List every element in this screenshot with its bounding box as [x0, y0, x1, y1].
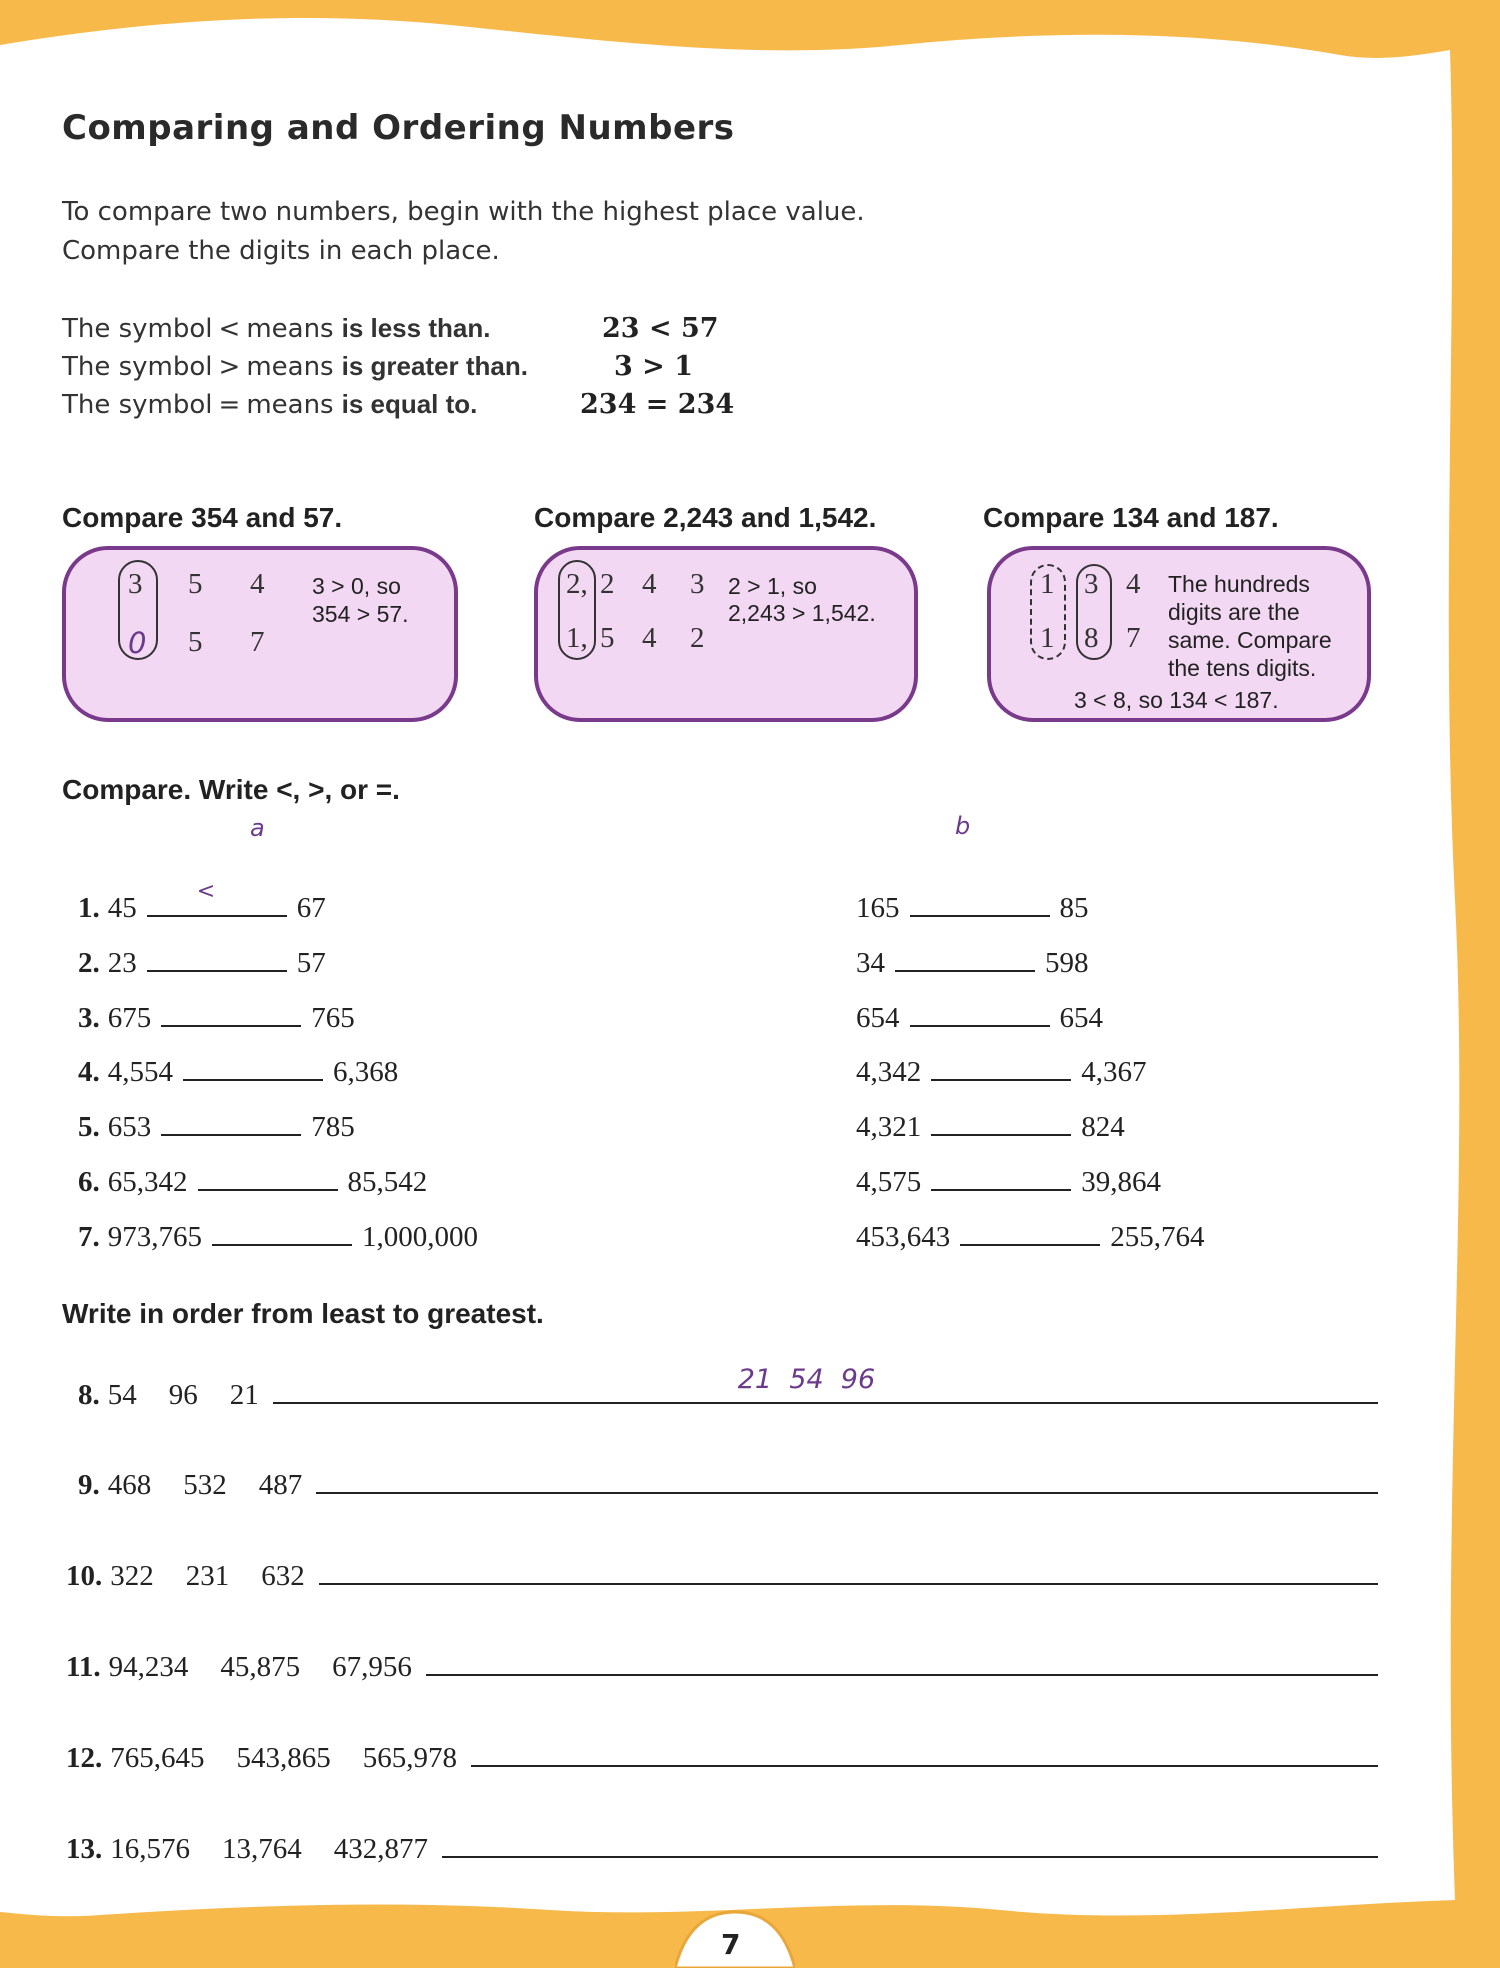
- answer-blank[interactable]: [212, 1218, 352, 1246]
- symbol-meaning: is greater than.: [341, 351, 528, 381]
- problem-number: 2.: [78, 947, 100, 979]
- order-number: 632: [261, 1560, 305, 1592]
- right-number: 67: [296, 892, 326, 924]
- answer-blank[interactable]: [931, 1053, 1071, 1081]
- order-number: 468: [107, 1469, 152, 1501]
- compare-row-a: [78, 944, 326, 980]
- example-heading: Compare 354 and 57.: [62, 502, 343, 533]
- compare-row-a: [78, 879, 326, 925]
- order-number: 432,877: [333, 1833, 428, 1865]
- symbol-example: 23 < 57: [602, 313, 719, 344]
- left-number: 65,342: [107, 1166, 188, 1198]
- problem-number: 11.: [66, 1651, 101, 1683]
- order-number: 21: [229, 1379, 259, 1411]
- left-number: 165: [856, 892, 900, 924]
- right-number: 39,864: [1081, 1166, 1161, 1198]
- digit: 2: [690, 622, 705, 654]
- answer-line[interactable]: [442, 1826, 1378, 1858]
- example-note-line: 354 > 57.: [312, 601, 409, 627]
- right-number: 654: [1059, 1002, 1103, 1034]
- compare-heading: Compare. Write <, >, or =.: [62, 774, 400, 805]
- right-number: 1,000,000: [362, 1221, 478, 1253]
- answer-blank-wrapper: [173, 1053, 333, 1089]
- digit: 3: [690, 568, 705, 600]
- left-number: 654: [856, 1002, 900, 1034]
- digit: 5: [188, 626, 203, 658]
- example-heading: Compare 134 and 187.: [983, 502, 1279, 533]
- answer-line[interactable]: [426, 1644, 1378, 1676]
- order-number: 322: [110, 1560, 154, 1592]
- digit: 1,: [566, 622, 588, 654]
- answer-blank-wrapper: [151, 999, 311, 1035]
- answer-blank[interactable]: [931, 1108, 1071, 1136]
- digit: 0: [128, 626, 147, 660]
- digit: 4: [642, 622, 657, 654]
- problem-number: 13.: [66, 1833, 103, 1865]
- symbol-means: means: [246, 314, 334, 344]
- digit: 4: [250, 568, 265, 600]
- order-number: 67,956: [332, 1651, 412, 1683]
- answer-blank[interactable]: [895, 944, 1035, 972]
- order-number: 532: [183, 1469, 227, 1501]
- right-number: 85,542: [347, 1166, 428, 1198]
- answer-blank[interactable]: [147, 944, 287, 972]
- example-heading: Compare 2,243 and 1,542.: [534, 502, 877, 533]
- left-number: 973,765: [107, 1221, 202, 1253]
- left-number: 4,575: [856, 1166, 922, 1198]
- digit: 1: [1040, 568, 1055, 600]
- example-note-line: digits are the: [1168, 599, 1300, 625]
- digit: 2,: [566, 568, 588, 600]
- problem-number: 7.: [78, 1221, 100, 1253]
- problem-number: 1.: [78, 892, 100, 924]
- order-number: 45,875: [220, 1651, 301, 1683]
- order-number: 94,234: [108, 1651, 189, 1683]
- symbol-prefix: The symbol: [62, 352, 213, 382]
- example-note-line: same. Compare: [1168, 627, 1332, 653]
- order-row: [66, 1644, 1378, 1684]
- problem-number: 8.: [78, 1379, 100, 1411]
- symbol-glyph: =: [218, 390, 241, 420]
- left-number: 34: [856, 947, 885, 979]
- answer-line[interactable]: [319, 1553, 1378, 1585]
- digit: 2: [600, 568, 615, 600]
- problem-number: 3.: [78, 1002, 100, 1034]
- answer-blank[interactable]: [147, 889, 287, 917]
- right-number: 255,764: [1110, 1221, 1205, 1253]
- problem-number: 6.: [78, 1166, 100, 1198]
- right-number: 85: [1059, 892, 1089, 924]
- left-number: 675: [107, 1002, 152, 1034]
- answer-blank[interactable]: [161, 1108, 301, 1136]
- left-number: 4,321: [856, 1111, 922, 1143]
- order-row: [78, 1462, 1378, 1502]
- compare-row-b: [856, 999, 1103, 1035]
- order-row: [66, 1826, 1378, 1866]
- order-row: [66, 1553, 1378, 1593]
- left-number: 23: [107, 947, 137, 979]
- compare-row-b: [856, 1218, 1205, 1254]
- left-number: 4,342: [856, 1056, 922, 1088]
- left-number: 453,643: [856, 1221, 951, 1253]
- example-note-line: The hundreds: [1168, 571, 1310, 597]
- compare-row-b: [856, 889, 1089, 925]
- symbol-meaning: is less than.: [341, 313, 491, 343]
- answer-blank[interactable]: [198, 1163, 338, 1191]
- answer-blank-wrapper: [151, 1108, 311, 1144]
- problem-number: 9.: [78, 1469, 100, 1501]
- example-conclusion: 3 < 8, so 134 < 187.: [1074, 687, 1279, 713]
- right-number: 765: [311, 1002, 355, 1034]
- compare-row-b: [856, 944, 1089, 980]
- answer-blank[interactable]: [183, 1053, 323, 1081]
- order-number: 54: [107, 1379, 137, 1411]
- order-number: 16,576: [110, 1833, 190, 1865]
- answer-blank[interactable]: [161, 999, 301, 1027]
- order-row: [78, 1364, 1378, 1412]
- right-number: 57: [296, 947, 326, 979]
- compare-row-a: [78, 1163, 427, 1199]
- order-row: [66, 1735, 1378, 1775]
- digit: 3: [128, 568, 143, 600]
- digit: 7: [1126, 622, 1141, 654]
- symbol-row: [62, 389, 477, 420]
- symbol-prefix: The symbol: [62, 390, 213, 420]
- compare-row-b: [856, 1163, 1161, 1199]
- symbol-means: means: [246, 390, 334, 420]
- compare-row-a: [78, 999, 355, 1035]
- symbol-prefix: The symbol: [62, 314, 213, 344]
- example-note-line: 2,243 > 1,542.: [728, 600, 876, 626]
- order-number: 13,764: [222, 1833, 302, 1865]
- left-number: 4,554: [107, 1056, 173, 1088]
- problem-number: 10.: [66, 1560, 103, 1592]
- answer-blank[interactable]: [960, 1218, 1100, 1246]
- right-number: 785: [311, 1111, 355, 1143]
- page-number: 7: [721, 1928, 741, 1961]
- digit: 4: [642, 568, 657, 600]
- example-note-line: 2 > 1, so: [728, 573, 817, 599]
- answer-blank[interactable]: [931, 1163, 1071, 1191]
- answer-line[interactable]: [273, 1364, 1378, 1404]
- symbol-means: means: [246, 352, 334, 382]
- right-number: 4,367: [1081, 1056, 1147, 1088]
- order-number: 565,978: [362, 1742, 457, 1774]
- symbol-row: [62, 351, 528, 382]
- column-a-label: a: [250, 814, 265, 842]
- order-number: 543,865: [236, 1742, 331, 1774]
- column-b-label: b: [955, 812, 971, 840]
- digit: 5: [600, 622, 615, 654]
- intro-line-1: To compare two numbers, begin with the highest place value.: [62, 197, 865, 227]
- order-number: 487: [258, 1469, 303, 1501]
- digit: 3: [1084, 568, 1099, 600]
- compare-row-a: [78, 1218, 478, 1254]
- answer-blank[interactable]: [910, 889, 1050, 917]
- example-note-line: the tens digits.: [1168, 655, 1317, 681]
- symbol-meaning: is equal to.: [341, 389, 478, 419]
- order-number: 765,645: [110, 1742, 205, 1774]
- symbol-example: 234 = 234: [580, 389, 735, 420]
- compare-row-a: [78, 1108, 355, 1144]
- answer-blank-wrapper: [188, 1163, 348, 1199]
- page-title: Comparing and Ordering Numbers: [62, 108, 735, 148]
- symbol-example: 3 > 1: [614, 351, 693, 382]
- digit: 8: [1084, 622, 1099, 654]
- left-number: 653: [107, 1111, 152, 1143]
- answer-blank[interactable]: [910, 999, 1050, 1027]
- problem-number: 5.: [78, 1111, 100, 1143]
- digit: 5: [188, 568, 203, 600]
- handwritten-answer: 21 54 96: [737, 1364, 876, 1395]
- right-number: 824: [1081, 1111, 1125, 1143]
- problem-number: 12.: [66, 1742, 103, 1774]
- example-note-line: 3 > 0, so: [312, 573, 401, 599]
- problem-number: 4.: [78, 1056, 100, 1088]
- right-number: 598: [1045, 947, 1089, 979]
- left-number: 45: [107, 892, 137, 924]
- symbol-glyph: <: [218, 314, 241, 344]
- answer-blank-wrapper: [202, 1218, 362, 1254]
- order-number: 96: [168, 1379, 198, 1411]
- order-number: 231: [185, 1560, 230, 1592]
- answer-blank-wrapper: [137, 944, 297, 980]
- answer-line[interactable]: [471, 1735, 1378, 1767]
- compare-row-b: [856, 1053, 1147, 1089]
- digit: 7: [250, 626, 265, 658]
- answer-blank-wrapper: [137, 879, 297, 925]
- symbol-glyph: >: [218, 352, 241, 382]
- intro-line-2: Compare the digits in each place.: [62, 236, 500, 266]
- compare-row-b: [856, 1108, 1125, 1144]
- compare-row-a: [78, 1053, 398, 1089]
- answer-line[interactable]: [316, 1462, 1378, 1494]
- handwritten-answer: <: [196, 879, 216, 904]
- right-number: 6,368: [333, 1056, 399, 1088]
- digit: 1: [1040, 622, 1055, 654]
- order-heading: Write in order from least to greatest.: [62, 1298, 544, 1329]
- digit: 4: [1126, 568, 1141, 600]
- symbol-row: [62, 313, 490, 344]
